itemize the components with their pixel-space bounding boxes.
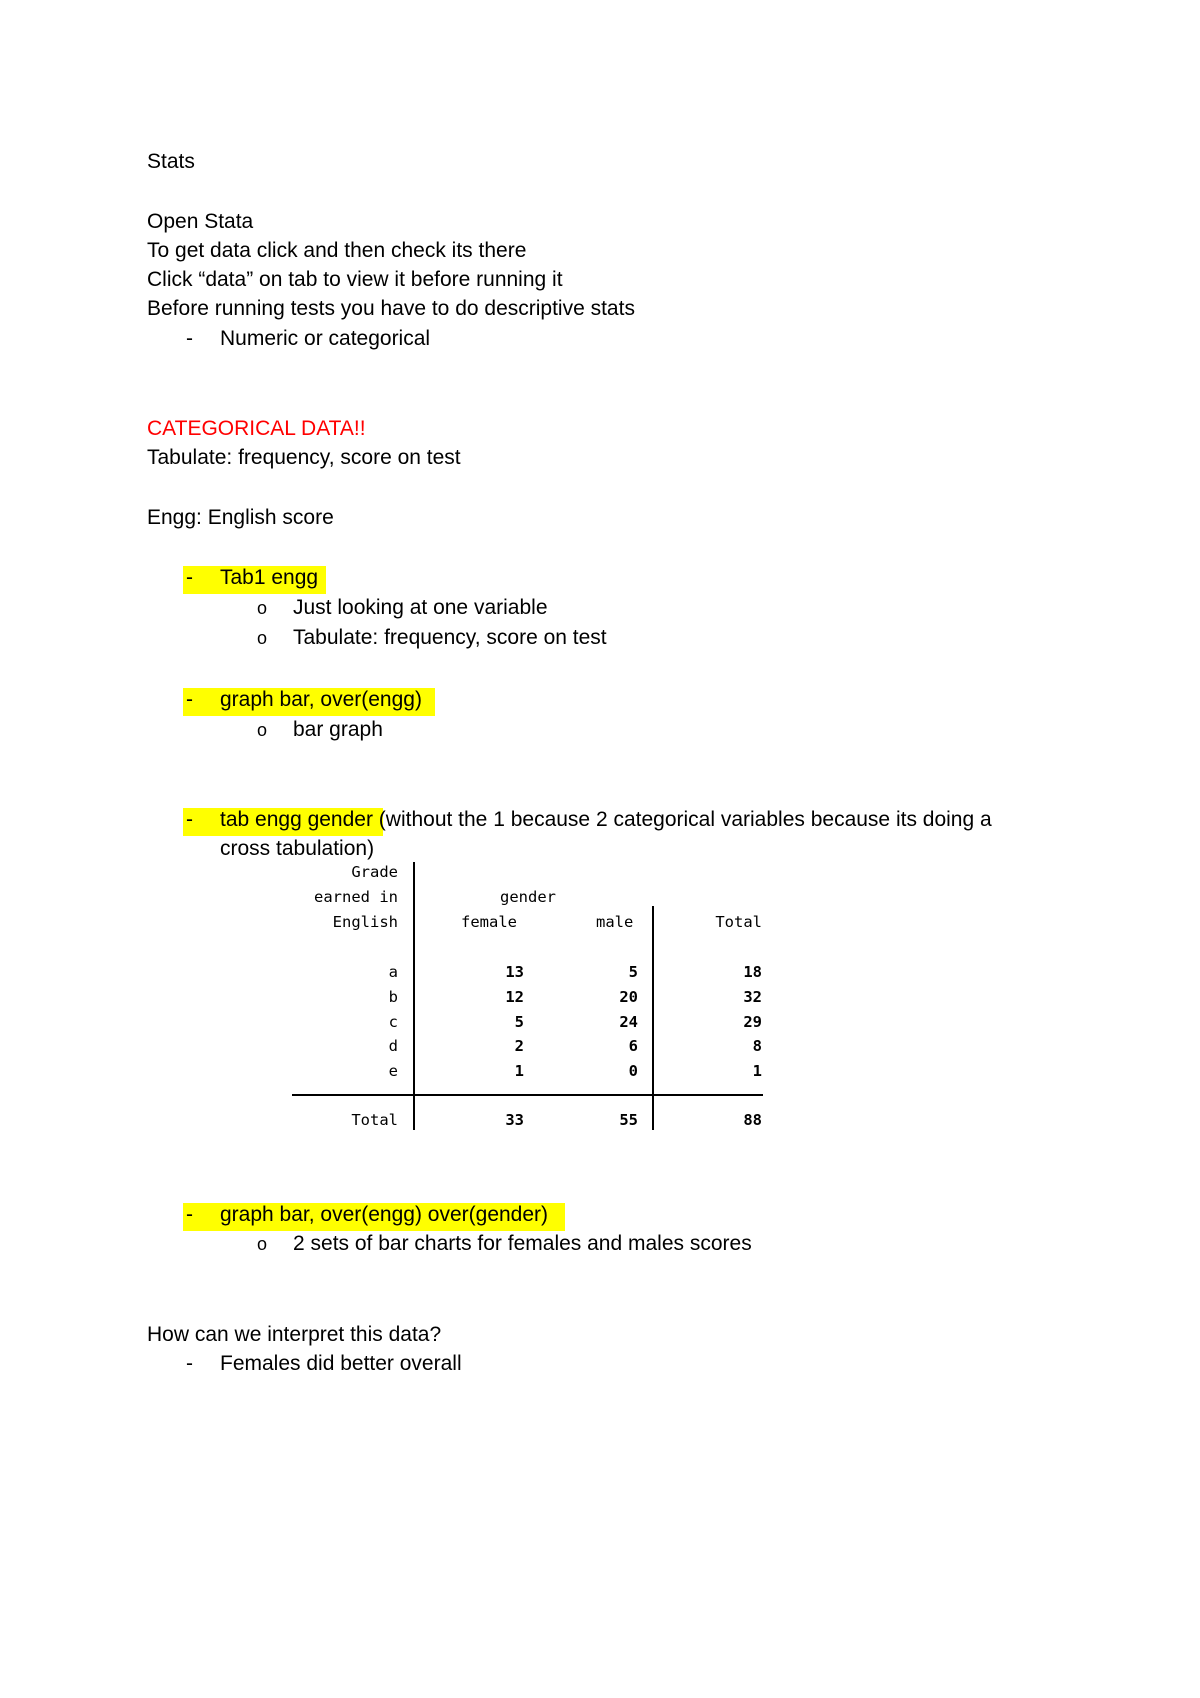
- sub-bullet: Tabulate: frequency, score on test: [293, 626, 607, 649]
- row-label: b: [388, 988, 398, 1006]
- cell-male: 0: [628, 1062, 638, 1080]
- cell-female: 12: [505, 988, 524, 1006]
- dash-bullet: -: [186, 566, 193, 589]
- section-heading: CATEGORICAL DATA!!: [147, 417, 366, 440]
- row-label: e: [388, 1062, 398, 1080]
- question-line: How can we interpret this data?: [147, 1323, 442, 1346]
- cell-male: 20: [619, 988, 638, 1006]
- intro-line: To get data click and then check its there: [147, 239, 527, 262]
- dash-bullet: -: [186, 327, 193, 350]
- answer-line: Females did better overall: [220, 1352, 462, 1375]
- dash-bullet: -: [186, 1352, 193, 1375]
- cell-total: 1: [752, 1062, 762, 1080]
- command-note: (without the 1 because 2 categorical variables because its doing a: [372, 808, 992, 831]
- intro-line: Open Stata: [147, 210, 254, 233]
- cell-total: 18: [743, 963, 762, 981]
- page-title: Stats: [147, 150, 195, 173]
- cell-female: 2: [514, 1037, 524, 1055]
- engg-line: Engg: English score: [147, 506, 334, 529]
- intro-line: Click “data” on tab to view it before running it: [147, 268, 563, 291]
- cell-male: 6: [628, 1037, 638, 1055]
- cell-total: 32: [743, 988, 762, 1006]
- cell-female-total: 33: [505, 1111, 524, 1129]
- circle-bullet: o: [257, 720, 268, 740]
- group-header: gender: [500, 888, 556, 906]
- cell-male: 5: [628, 963, 638, 981]
- tabulate-line: Tabulate: frequency, score on test: [147, 446, 461, 469]
- dash-bullet: -: [186, 1203, 193, 1226]
- cell-female: 5: [514, 1013, 524, 1031]
- row-label: c: [388, 1013, 398, 1031]
- cell-female: 1: [514, 1062, 524, 1080]
- cell-grand-total: 88: [743, 1111, 762, 1129]
- cell-total: 8: [752, 1037, 762, 1055]
- table-divider-horizontal: [292, 1094, 763, 1096]
- circle-bullet: o: [257, 598, 268, 618]
- command-note-continued: cross tabulation): [220, 837, 375, 860]
- intro-bullet: Numeric or categorical: [220, 327, 431, 350]
- sub-bullet: Just looking at one variable: [293, 596, 548, 619]
- intro-line: Before running tests you have to do descriptive stats: [147, 297, 635, 320]
- command-tab-engg-gender: [220, 806, 992, 834]
- row-label-total: Total: [351, 1111, 398, 1129]
- table-divider-vertical: [413, 862, 415, 1130]
- circle-bullet: o: [257, 1234, 268, 1254]
- cell-total: 29: [743, 1013, 762, 1031]
- row-header: earned in: [314, 888, 398, 906]
- command-label: tab engg gender: [220, 808, 373, 831]
- dash-bullet: -: [186, 808, 193, 831]
- table-divider-vertical: [652, 906, 654, 1130]
- cell-male-total: 55: [619, 1111, 638, 1129]
- row-header: English: [332, 913, 398, 931]
- column-header-male: male: [596, 913, 634, 931]
- dash-bullet: -: [186, 688, 193, 711]
- cell-female: 13: [505, 963, 524, 981]
- command-graph-bar-two-over: graph bar, over(engg) over(gender): [220, 1203, 549, 1226]
- column-header-female: female: [461, 913, 517, 931]
- command-graph-bar: graph bar, over(engg): [220, 688, 422, 711]
- circle-bullet: o: [257, 628, 268, 648]
- sub-bullet: 2 sets of bar charts for females and males scores: [293, 1232, 752, 1255]
- command-tab1-engg: Tab1 engg: [220, 566, 319, 589]
- sub-bullet: bar graph: [293, 718, 383, 741]
- row-header: Grade: [351, 863, 398, 881]
- cell-male: 24: [619, 1013, 638, 1031]
- column-header-total: Total: [715, 913, 762, 931]
- row-label: d: [388, 1037, 398, 1055]
- row-label: a: [388, 963, 398, 981]
